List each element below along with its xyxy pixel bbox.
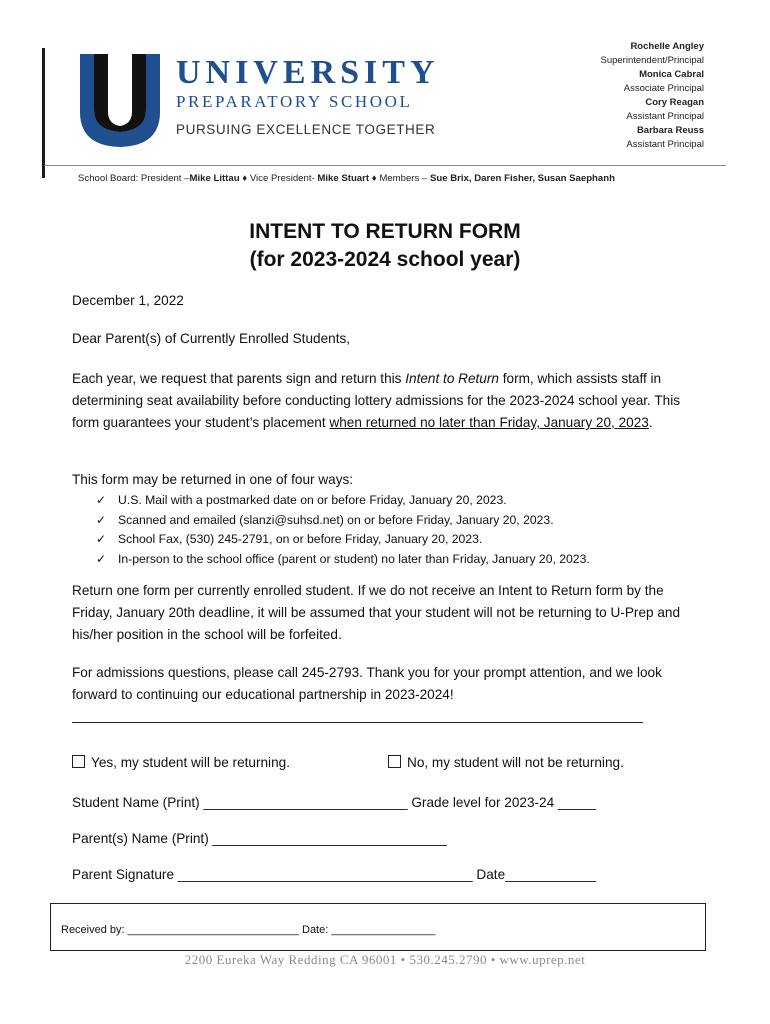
list-item: ✓ School Fax, (530) 245-2791, on or before Friday, January 20, 2023.: [96, 530, 590, 550]
parent-signature-field[interactable]: Parent Signature _______________________________________ Date____________: [72, 867, 596, 882]
staff-role: Assistant Principal: [626, 139, 704, 150]
checkbox-yes[interactable]: [72, 755, 85, 768]
left-margin-rule: [42, 48, 45, 178]
staff-role: Assistant Principal: [626, 111, 704, 122]
option-yes[interactable]: [72, 755, 290, 770]
staff-name: Rochelle Angley: [630, 41, 704, 52]
checkmark-icon: ✓: [96, 493, 107, 507]
option-no-label: No, my student will not be returning.: [407, 755, 624, 770]
form-title: [0, 218, 770, 274]
staff-name: Barbara Reuss: [636, 125, 704, 136]
salutation: Dear Parent(s) of Currently Enrolled Students,: [72, 331, 351, 346]
option-yes-label: Yes, my student will be returning.: [91, 755, 290, 770]
staff-role: Superintendent/Principal: [600, 55, 704, 66]
return-ways-list: [96, 491, 590, 569]
logo-word-university: UNIVERSITY: [176, 54, 440, 91]
school-board-line: School Board: President –Mike Littau ♦ Vice President- Mike Stuart ♦ Members – Sue Brix, Daren Fisher, Susan Saephanh: [78, 173, 615, 184]
letter-date: December 1, 2022: [72, 293, 184, 308]
checkbox-no[interactable]: [388, 755, 401, 768]
board-members: Sue Brix, Daren Fisher, Susan Saephanh: [429, 173, 615, 184]
separator-line: [72, 722, 643, 723]
intro-paragraph: Each year, we request that parents sign and return this Intent to Return form, which assists staff in determining seat availability before conducting lottery admissions for the 2023-2024 school year. This form guarantees your student’s placement when returned no later than Friday, January 20, 2023.: [72, 371, 681, 430]
logo-word-preparatory: PREPARATORY SCHOOL: [176, 92, 413, 111]
staff-role: Associate Principal: [623, 83, 704, 94]
list-item: ✓ U.S. Mail with a postmarked date on or before Friday, January 20, 2023.: [96, 491, 590, 511]
form-name-italic: Intent to Return: [405, 371, 499, 386]
staff-name: Monica Cabral: [639, 69, 704, 80]
logo-tagline: PURSUING EXCELLENCE TOGETHER: [176, 122, 436, 137]
parent-name-field[interactable]: Parent(s) Name (Print) _______________________________: [72, 831, 447, 846]
received-by-field[interactable]: Received by: ____________________________ Date: _________________: [61, 924, 436, 936]
deadline-underlined: when returned no later than Friday, January 20, 2023: [329, 415, 649, 430]
university-u-logo-icon: [78, 52, 162, 148]
header-divider: [44, 165, 726, 166]
checkmark-icon: ✓: [96, 532, 107, 546]
footer-address: 2200 Eureka Way Redding CA 96001 • 530.245.2790 • www.uprep.net: [184, 952, 586, 967]
checkmark-icon: ✓: [96, 512, 107, 527]
student-name-field[interactable]: Student Name (Print) ___________________________ Grade level for 2023-24 _____: [72, 795, 596, 810]
form-title-line2: (for 2023-2024 school year): [249, 248, 521, 271]
office-received-box: [50, 903, 706, 951]
list-item: ✓ Scanned and emailed (slanzi@suhsd.net) on or before Friday, January 20, 2023.: [96, 511, 590, 531]
admissions-paragraph: For admissions questions, please call 245-2793. Thank you for your prompt attention, and we look forward to continuing our educational partnership in 2023-2024!: [72, 665, 662, 702]
form-title-line1: INTENT TO RETURN FORM: [249, 220, 521, 243]
board-vice-president: Mike Stuart: [317, 173, 370, 184]
return-ways-intro: This form may be returned in one of four ways:: [72, 472, 354, 487]
option-no[interactable]: [388, 755, 624, 770]
checkmark-icon: ✓: [96, 551, 107, 566]
list-item: ✓ In-person to the school office (parent or student) no later than Friday, January 20, 2023.: [96, 550, 590, 570]
staff-name: Cory Reagan: [645, 97, 704, 108]
staff-list: [600, 40, 704, 152]
forfeit-paragraph: Return one form per currently enrolled student. If we do not receive an Intent to Return form by the Friday, January 20th deadline, it will be assumed that your student will not be returning to U-Prep and his/her position in the school will be forfeited.: [72, 583, 681, 642]
board-president: Mike Littau: [189, 173, 240, 184]
school-logo-text: [176, 56, 440, 137]
